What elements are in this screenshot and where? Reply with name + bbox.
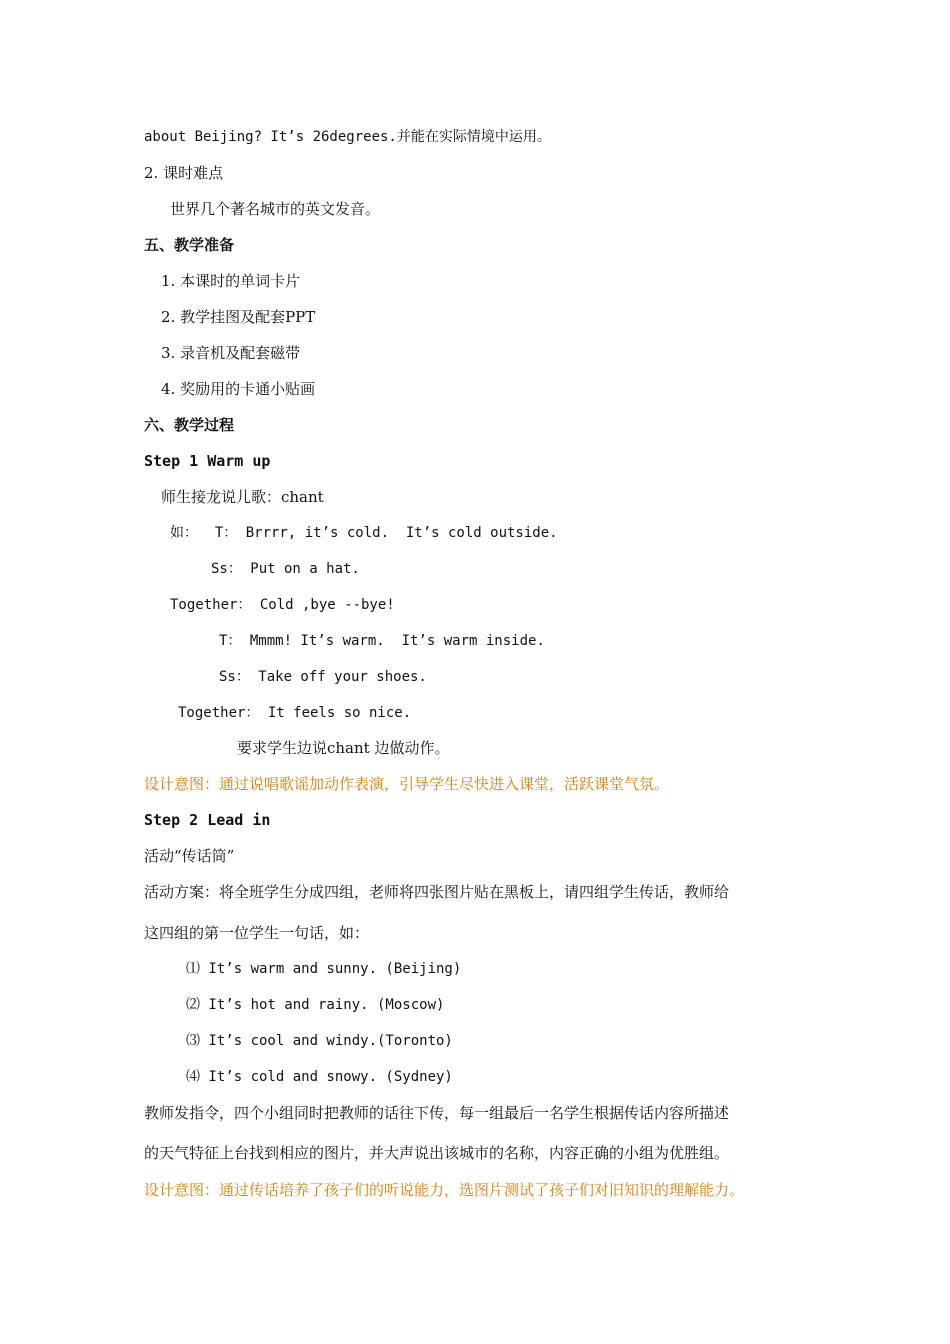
step2-title: Step 2 Lead in (144, 811, 271, 829)
difficulty-text: 世界几个著名城市的英文发音。 (170, 200, 381, 218)
step2-plan-line: 活动方案：将全班学生分成四组，老师将四张图片贴在黑板上，请四组学生传话，教师给 (144, 883, 730, 901)
preparation-item: 4. 奖励用的卡通小贴画 (161, 380, 316, 398)
chant-line: 如： T： Brrrr, it’s cold. It’s cold outside. (170, 525, 558, 541)
preparation-item: 3. 录音机及配套磁带 (161, 344, 301, 362)
step1-intro: 师生接龙说儿歌：chant (161, 488, 324, 506)
step2-activity: 活动“传话筒” (144, 847, 235, 865)
step1-instruction: 要求学生边说chant 边做动作。 (237, 739, 450, 757)
preparation-heading: 五、教学准备 (144, 236, 235, 254)
difficulty-heading: 2. 课时难点 (144, 164, 224, 182)
step2-design-note: 设计意图：通过传话培养了孩子们的听说能力，选图片测试了孩子们对旧知识的理解能力。 (144, 1181, 745, 1199)
relay-sentence: ⑵ It’s hot and rainy. (Moscow) (186, 997, 445, 1013)
step2-paragraph-line: 教师发指令，四个小组同时把教师的话往下传，每一组最后一名学生根据传话内容所描述 (144, 1104, 730, 1122)
step2-paragraph-line: 的天气特征上台找到相应的图片，并大声说出该城市的名称，内容正确的小组为优胜组。 (144, 1144, 730, 1162)
chant-line: T： Mmmm! It’s warm. It’s warm inside. (219, 633, 545, 649)
step1-title: Step 1 Warm up (144, 452, 271, 470)
step1-design-note: 设计意图：通过说唱歌谣加动作表演，引导学生尽快进入课堂，活跃课堂气氛。 (144, 775, 670, 793)
preparation-item: 2. 教学挂图及配套PPT (161, 308, 316, 326)
chant-line: Ss： Take off your shoes. (219, 669, 427, 685)
process-heading: 六、教学过程 (144, 416, 235, 434)
chant-line: Ss： Put on a hat. (211, 561, 360, 577)
step2-plan-line: 这四组的第一位学生一句话，如： (144, 924, 370, 942)
objective-continuation: about Beijing? It’s 26degrees.并能在实际情境中运用。 (144, 129, 551, 145)
relay-sentence: ⑷ It’s cold and snowy. (Sydney) (186, 1069, 453, 1085)
preparation-item: 1. 本课时的单词卡片 (161, 272, 301, 290)
chant-line: Together： It feels so nice. (178, 705, 412, 721)
chant-line: Together： Cold ,bye --bye! (170, 597, 395, 613)
relay-sentence: ⑴ It’s warm and sunny. (Beijing) (186, 961, 462, 977)
relay-sentence: ⑶ It’s cool and windy.(Toronto) (186, 1033, 453, 1049)
